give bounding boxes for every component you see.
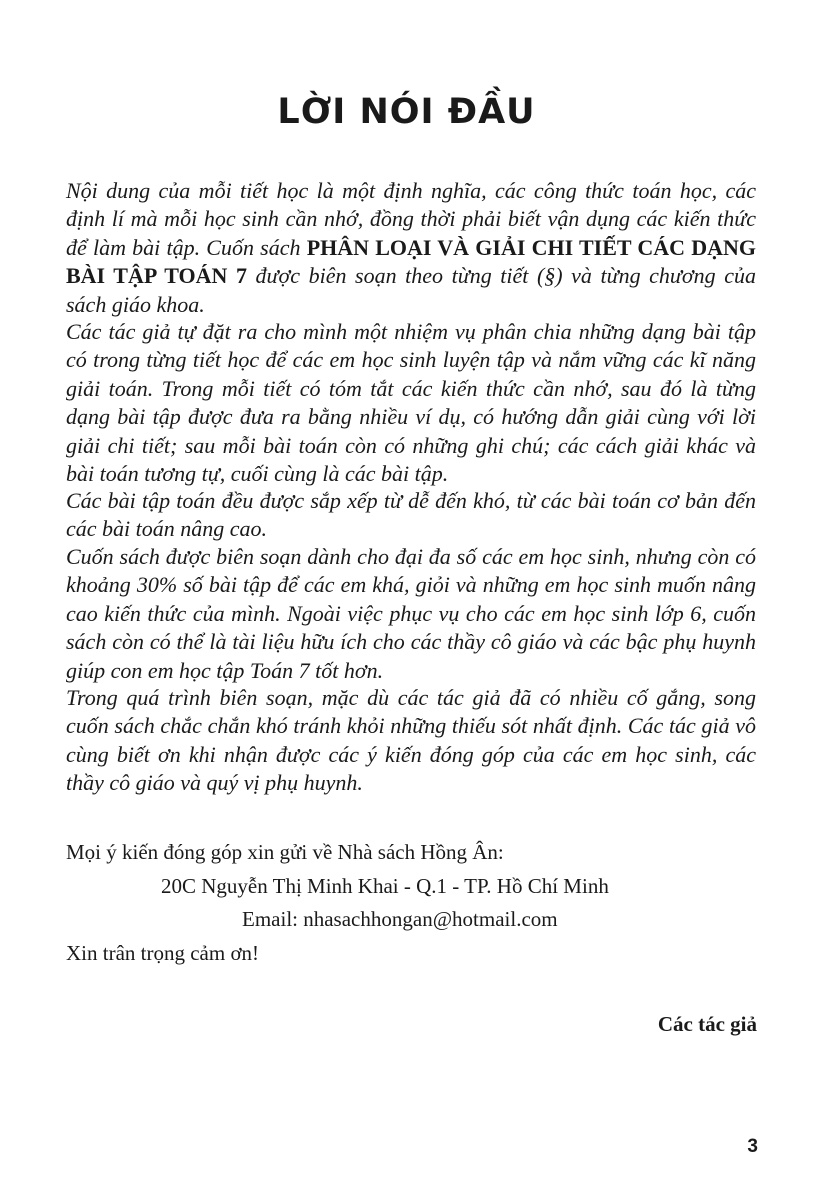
contact-email: Email: nhasachhongan@hotmail.com	[242, 907, 558, 931]
contact-intro: Mọi ý kiến đóng góp xin gửi về Nhà sách Hồng Ân:	[66, 840, 504, 864]
paragraph-acknowledgement: Trong quá trình biên soạn, mặc dù các tác giả đã có nhiều cố gắng, song cuốn sách chắc chắn khó tránh khỏi những thiếu sót nhất định. Các tác giả vô cùng biết ơn khi nhận được các ý kiến đóng góp của các em học sinh, các thầy cô giáo và quý vị phụ huynh.	[66, 685, 756, 796]
closing-thanks: Xin trân trọng cảm ơn!	[66, 941, 260, 965]
paragraph-structure: Các tác giả tự đặt ra cho mình một nhiệm vụ phân chia những dạng bài tập có trong từng tiết học để các em học sinh luyện tập và nắm vững các kĩ năng giải toán. Trong mỗi tiết có tóm tắt các kiến thức cần nhớ, sau đó là từng dạng bài tập được đưa ra bằng nhiều ví dụ, có hướng dẫn giải cùng với lời giải chi tiết; sau mỗi bài toán còn có những ghi chú; các cách giải khác và bài toán tương tự, cuối cùng là các bài tập.	[66, 319, 756, 487]
page-title: LỜI NÓI ĐẦU	[277, 92, 536, 132]
page-number: 3	[747, 1136, 758, 1157]
contact-address: 20C Nguyễn Thị Minh Khai - Q.1 - TP. Hồ Chí Minh	[161, 874, 609, 898]
paragraph-audience: Cuốn sách được biên soạn dành cho đại đa số các em học sinh, nhưng còn có khoảng 30% số bài tập để các em khá, giỏi và những em học sinh muốn nâng cao kiến thức của mình. Ngoài việc phục vụ cho các em học sinh lớp 6, cuốn sách còn có thể là tài liệu hữu ích cho các thầy cô giáo và các bậc phụ huynh giúp con em học tập Toán 7 tốt hơn.	[66, 544, 756, 683]
book-title: PHÂN LOẠI VÀ GIẢI CHI TIẾT CÁC DẠNG BÀI TẬP TOÁN 7	[66, 234, 756, 289]
paragraph-intro	[66, 177, 756, 319]
paragraph-ordering: Các bài tập toán đều được sắp xếp từ dễ đến khó, từ các bài toán cơ bản đến các bài toán nâng cao.	[66, 488, 756, 542]
paragraph-intro-text-end: được biên soạn theo từng tiết (§) và từng chương của sách giáo khoa.	[66, 263, 756, 317]
signature: Các tác giả	[657, 1012, 757, 1036]
paragraph-intro-text-start: Nội dung của mỗi tiết học là một định nghĩa, các công thức toán học, các định lí mà mỗi học sinh cần nhớ, đồng thời phải biết vận dụng các kiến thức để làm bài tập. Cuốn sách	[66, 178, 756, 260]
